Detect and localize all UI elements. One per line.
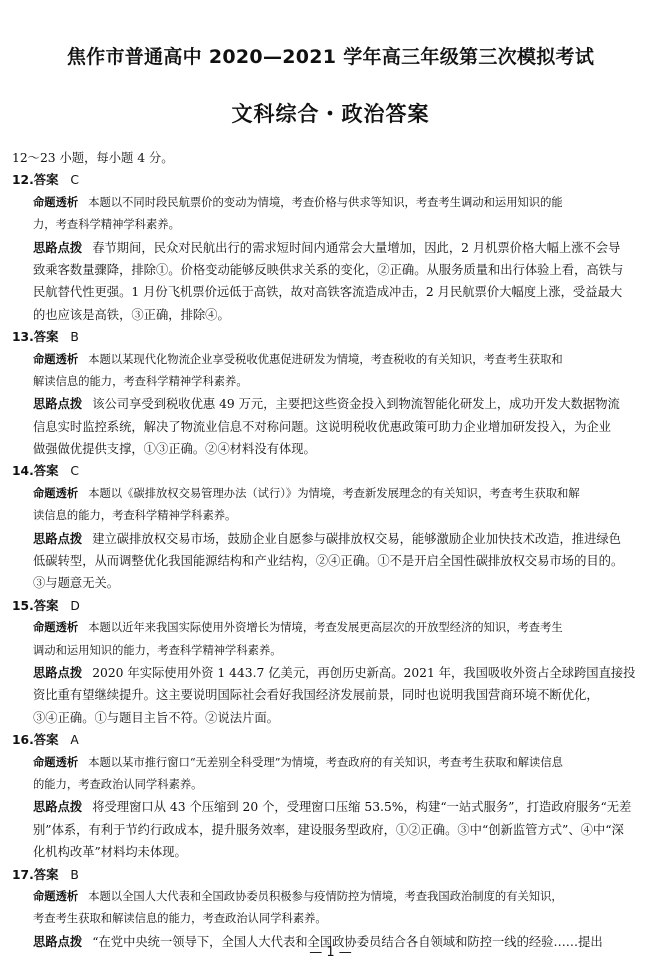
- question-block: [12, 729, 648, 863]
- question-header: [12, 460, 648, 482]
- question-header: [12, 729, 648, 751]
- answer-value: C: [70, 173, 79, 188]
- question-block: [12, 595, 648, 729]
- mingti-line: [12, 774, 648, 796]
- question-block: [12, 864, 648, 954]
- mingti-label: 命题透析: [33, 352, 79, 366]
- mingti-line: [12, 371, 648, 393]
- silu-line: [12, 304, 648, 326]
- silu-text: 做强做优提供支撑，①③正确。②④材料没有体现。: [33, 442, 316, 457]
- silu-label: 思路点拨: [33, 665, 83, 680]
- answer-value: A: [70, 733, 79, 748]
- silu-line: [12, 550, 648, 572]
- mingti-text: 考查考生获取和解读信息的能力，考查政治认同学科素养。: [33, 912, 327, 926]
- silu-text: 将受理窗口从 43 个压缩到 20 个，受理窗口压缩 53.5%，构建“一站式服务”，打造政府服务“无差: [92, 800, 632, 815]
- silu-text: 化机构改革”材料均未体现。: [33, 845, 187, 860]
- mingti-text: 本题以某现代化物流企业享受税收优惠促进研发为情境，考查税收的有关知识，考查考生获取和: [88, 352, 563, 366]
- mingti-text: 本题以近年来我国实际使用外资增长为情境，考查发展更高层次的开放型经济的知识，考查考生: [88, 621, 563, 635]
- mingti-line: [12, 617, 648, 639]
- silu-text: 春节期间，民众对民航出行的需求短时间内通常会大量增加，因此，2 月机票价格大幅上涨不会导: [92, 240, 621, 255]
- question-block: [12, 460, 648, 594]
- answer-label: 答案: [33, 733, 59, 748]
- answer-value: C: [70, 464, 79, 479]
- question-number: 14.: [12, 464, 34, 479]
- silu-label: 思路点拨: [33, 397, 83, 412]
- silu-line: [12, 528, 648, 550]
- silu-text: 该公司享受到税收优惠 49 万元，主要把这些资金投入到物流智能化研发上，成功开发大数据物流: [92, 397, 620, 412]
- silu-text: 资比重有望继续提升。这主要说明国际社会看好我国经济发展前景，同时也说明我国营商环境不断优化，: [33, 688, 599, 703]
- mingti-text: 读信息的能力，考查科学精神学科素养。: [33, 509, 237, 523]
- intro-line: 12～23 小题，每小题 4 分。: [12, 151, 174, 165]
- mingti-line: [12, 640, 648, 662]
- question-block: [12, 169, 648, 326]
- silu-line: [12, 684, 648, 706]
- silu-line: [12, 259, 648, 281]
- mingti-label: 命题透析: [33, 486, 79, 500]
- mingti-text: 本题以全国人大代表和全国政协委员积极参与疫情防控为情境，考查我国政治制度的有关知识，: [88, 889, 563, 903]
- answer-value: B: [70, 330, 79, 345]
- mingti-line: [12, 483, 648, 505]
- silu-line: [12, 572, 648, 594]
- silu-label: 思路点拨: [33, 934, 83, 949]
- question-header: [12, 595, 648, 617]
- question-number: 16.: [12, 733, 34, 748]
- mingti-line: [12, 192, 648, 214]
- question-number: 15.: [12, 598, 34, 613]
- silu-line: [12, 416, 648, 438]
- answer-value: B: [70, 867, 79, 882]
- mingti-line: [12, 752, 648, 774]
- silu-text: “在党中央统一领导下，全国人大代表和全国政协委员结合各自领域和防控一线的经验……提出: [92, 934, 603, 949]
- mingti-text: 本题以某市推行窗口“无差别全科受理”为情境，考查政府的有关知识，考查考生获取和解读信息: [88, 755, 563, 769]
- question-number: 12.: [12, 173, 34, 188]
- silu-line: [12, 438, 648, 460]
- question-list: [12, 169, 648, 953]
- mingti-label: 命题透析: [33, 889, 79, 903]
- silu-label: 思路点拨: [33, 240, 83, 255]
- mingti-line: [12, 214, 648, 236]
- silu-text: 民航替代性更强。1 月份飞机票价远低于高铁，故对高铁客流造成冲击，2 月民航票价大幅度上涨，受益最大: [33, 285, 623, 300]
- question-number: 17.: [12, 867, 34, 882]
- silu-label: 思路点拨: [33, 531, 83, 546]
- silu-text: 建立碳排放权交易市场，鼓励企业自愿参与碳排放权交易，能够激励企业加快技术改造，推进绿色: [92, 531, 621, 546]
- answer-label: 答案: [33, 464, 59, 479]
- answer-content: [12, 147, 648, 953]
- mingti-label: 命题透析: [33, 755, 79, 769]
- silu-line: [12, 662, 648, 684]
- answer-label: 答案: [33, 867, 59, 882]
- silu-text: 信息实时监控系统，解决了物流业信息不对称问题。这说明税收优惠政策可助力企业增加研发投入，为企业: [33, 419, 611, 434]
- mingti-line: [12, 349, 648, 371]
- mingti-text: 的能力，考查政治认同学科素养。: [33, 777, 203, 791]
- answer-label: 答案: [33, 330, 59, 345]
- silu-line: [12, 819, 648, 841]
- mingti-line: [12, 886, 648, 908]
- silu-line: [12, 841, 648, 863]
- silu-label: 思路点拨: [33, 800, 83, 815]
- answer-label: 答案: [33, 598, 59, 613]
- silu-text: 的也应该是高铁，③正确，排除④。: [33, 307, 230, 322]
- silu-line: [12, 393, 648, 415]
- mingti-text: 调动和运用知识的能力，考查科学精神学科素养。: [33, 643, 282, 657]
- question-header: [12, 326, 648, 348]
- answer-value: D: [70, 598, 80, 613]
- silu-line: [12, 281, 648, 303]
- question-number: 13.: [12, 330, 34, 345]
- mingti-text: 本题以《碳排放权交易管理办法（试行）》为情境，考查新发展理念的有关知识，考查考生获取和解: [88, 486, 580, 500]
- answer-label: 答案: [33, 173, 59, 188]
- exam-title: 焦作市普通高中 2020—2021 学年高三年级第三次模拟考试: [66, 46, 595, 68]
- mingti-text: 力，考查科学精神学科素养。: [33, 218, 180, 232]
- mingti-line: [12, 908, 648, 930]
- silu-text: ③④正确。①与题目主旨不符。②说法片面。: [33, 710, 279, 725]
- page-number: — 1 —: [309, 945, 352, 960]
- silu-text: 别”体系，有利于节约行政成本，提升服务效率，建设服务型政府，①②正确。③中“创新监管方式”、④中“深: [33, 822, 624, 837]
- silu-line: [12, 796, 648, 818]
- silu-line: [12, 707, 648, 729]
- question-header: [12, 169, 648, 191]
- mingti-line: [12, 505, 648, 527]
- silu-text: 低碳转型，从而调整优化我国能源结构和产业结构，②④正确。①不是开启全国性碳排放权交易市场的目的。: [33, 554, 624, 569]
- answer-subtitle: 文科综合・政治答案: [231, 102, 430, 126]
- mingti-text: 本题以不同时段民航票价的变动为情境，考查价格与供求等知识，考查考生调动和运用知识的能: [88, 195, 563, 209]
- question-header: [12, 864, 648, 886]
- silu-line: [12, 237, 648, 259]
- mingti-label: 命题透析: [33, 621, 79, 635]
- silu-text: 致乘客数量骤降，排除①。价格变动能够反映供求关系的变化，②正确。从服务质量和出行体验上看，高铁与: [33, 262, 624, 277]
- mingti-text: 解读信息的能力，考查科学精神学科素养。: [33, 374, 248, 388]
- question-block: [12, 326, 648, 460]
- silu-text: 2020 年实际使用外资 1 443.7 亿美元，再创历史新高。2021 年，我国吸收外资占全球跨国直接投: [92, 665, 636, 680]
- mingti-label: 命题透析: [33, 195, 79, 209]
- silu-text: ③与题意无关。: [33, 576, 120, 591]
